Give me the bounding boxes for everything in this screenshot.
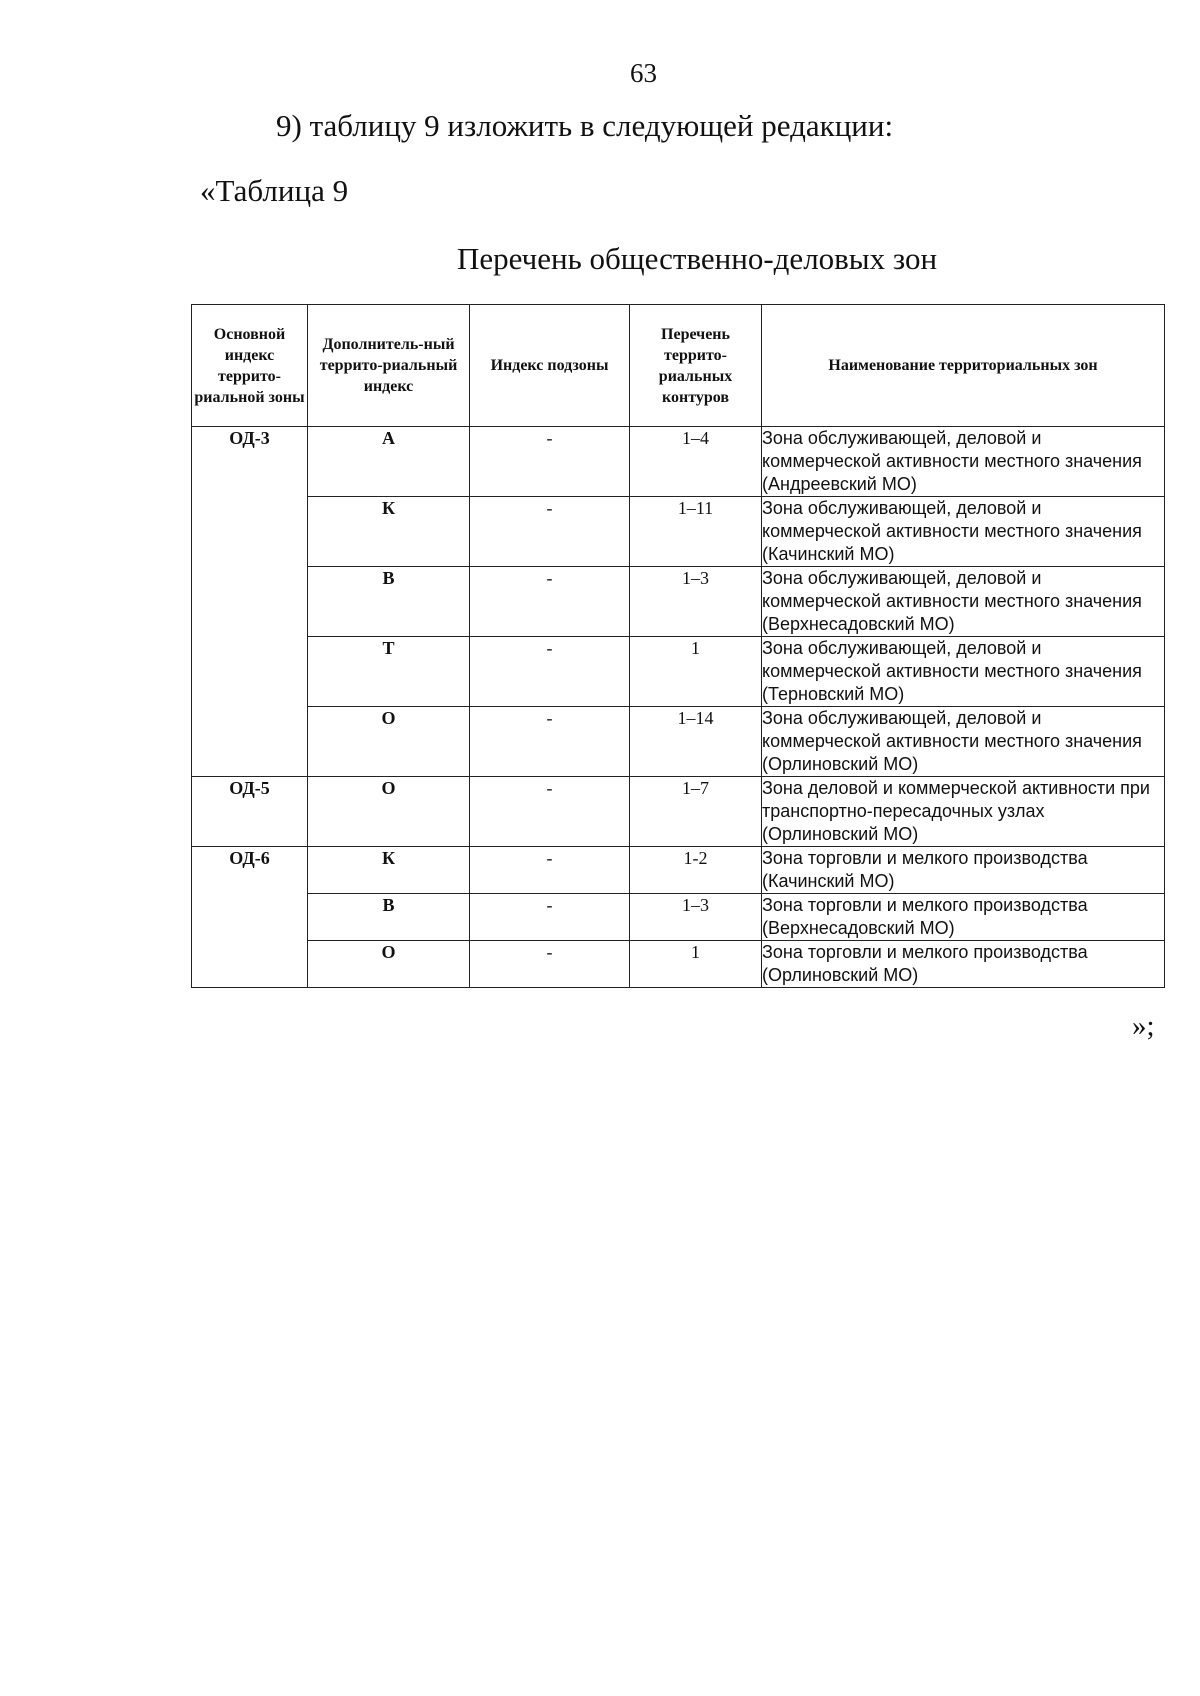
zone-name-cell: Зона торговли и мелкого производства (Верхнесадовский МО) <box>762 894 1165 941</box>
table-row <box>192 777 1165 847</box>
extra-index-cell: В <box>308 567 470 637</box>
subzone-cell: - <box>470 777 630 847</box>
subzone-cell: - <box>470 707 630 777</box>
zone-name-cell: Зона обслуживающей, деловой и коммерческой активности местного значения (Андреевский МО) <box>762 427 1165 497</box>
table-row <box>192 847 1165 894</box>
subzone-cell: - <box>470 894 630 941</box>
contours-cell: 1–3 <box>630 567 762 637</box>
contours-cell: 1–4 <box>630 427 762 497</box>
contours-cell: 1-2 <box>630 847 762 894</box>
extra-index-cell: Т <box>308 637 470 707</box>
subzone-cell: - <box>470 941 630 988</box>
header-contours: Перечень террито-риальных контуров <box>630 305 762 427</box>
table-row <box>192 497 1165 567</box>
zone-name-cell: Зона обслуживающей, деловой и коммерческой активности местного значения (Верхнесадовский МО) <box>762 567 1165 637</box>
zone-name-cell: Зона торговли и мелкого производства (Качинский МО) <box>762 847 1165 894</box>
extra-index-cell: О <box>308 941 470 988</box>
subzone-cell: - <box>470 567 630 637</box>
extra-index-cell: К <box>308 847 470 894</box>
main-index-cell: ОД-3 <box>192 427 308 777</box>
subzone-cell: - <box>470 637 630 707</box>
table-title: Перечень общественно-деловых зон <box>457 241 938 276</box>
zones-table <box>191 304 1165 988</box>
amendment-instruction: 9) таблицу 9 изложить в следующей редакции: <box>276 108 894 143</box>
table-label: «Таблица 9 <box>200 173 349 208</box>
extra-index-cell: А <box>308 427 470 497</box>
contours-cell: 1–3 <box>630 894 762 941</box>
table-row <box>192 707 1165 777</box>
header-main-index: Основной индекс террито-риальной зоны <box>192 305 308 427</box>
main-index-cell: ОД-6 <box>192 847 308 988</box>
table-row <box>192 894 1165 941</box>
zone-name-cell: Зона торговли и мелкого производства (Орлиновский МО) <box>762 941 1165 988</box>
subzone-cell: - <box>470 427 630 497</box>
closing-quote: »; <box>1132 1010 1155 1042</box>
table-row <box>192 941 1165 988</box>
main-index-cell: ОД-5 <box>192 777 308 847</box>
zone-name-cell: Зона деловой и коммерческой активности при транспортно-пересадочных узлах (Орлиновский МО) <box>762 777 1165 847</box>
zone-name-cell: Зона обслуживающей, деловой и коммерческой активности местного значения (Терновский МО) <box>762 637 1165 707</box>
subzone-cell: - <box>470 847 630 894</box>
extra-index-cell: В <box>308 894 470 941</box>
extra-index-cell: К <box>308 497 470 567</box>
header-subzone-index: Индекс подзоны <box>470 305 630 427</box>
table-row <box>192 637 1165 707</box>
zone-name-cell: Зона обслуживающей, деловой и коммерческой активности местного значения (Качинский МО) <box>762 497 1165 567</box>
extra-index-cell: О <box>308 707 470 777</box>
table-header-row <box>192 305 1165 427</box>
page-number: 63 <box>630 58 657 88</box>
contours-cell: 1 <box>630 941 762 988</box>
contours-cell: 1–11 <box>630 497 762 567</box>
contours-cell: 1–7 <box>630 777 762 847</box>
header-zone-name: Наименование территориальных зон <box>762 305 1165 427</box>
subzone-cell: - <box>470 497 630 567</box>
contours-cell: 1–14 <box>630 707 762 777</box>
header-extra-index: Дополнитель-ный террито-риальный индекс <box>308 305 470 427</box>
table-row <box>192 567 1165 637</box>
extra-index-cell: О <box>308 777 470 847</box>
zone-name-cell: Зона обслуживающей, деловой и коммерческой активности местного значения (Орлиновский МО) <box>762 707 1165 777</box>
table-row <box>192 427 1165 497</box>
contours-cell: 1 <box>630 637 762 707</box>
